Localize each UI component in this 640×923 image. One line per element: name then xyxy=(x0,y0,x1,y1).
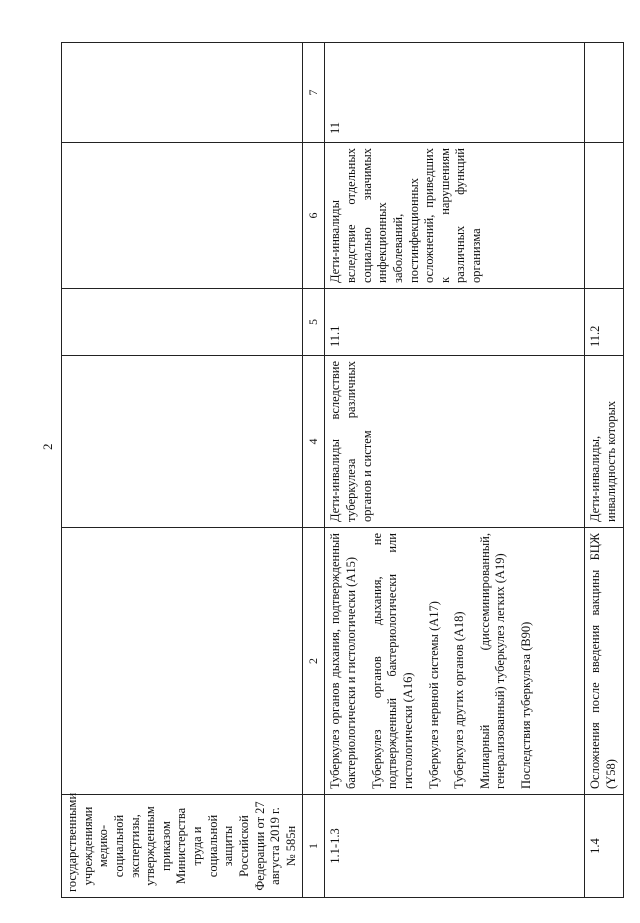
table-top-row xyxy=(62,43,303,898)
header-number: 6 xyxy=(303,143,325,289)
disease-list xyxy=(585,528,623,795)
disease-item: Осложнения после введения вакцины БЦЖ (Y58) xyxy=(588,533,618,789)
row-subcode: 11.1 xyxy=(325,289,585,356)
top-row-col5 xyxy=(62,143,303,289)
header-number: 7 xyxy=(303,43,325,143)
header-number-row xyxy=(303,43,325,898)
row-category: Дети-инвалиды вследствие туберкулеза различных органов и систем xyxy=(325,356,585,528)
row-group-code: 11 xyxy=(325,43,585,143)
row-group-code xyxy=(585,43,623,143)
table-row xyxy=(585,43,623,898)
disease-item: Последствия туберкулеза (В90) xyxy=(519,621,533,789)
page-number: 2 xyxy=(40,443,55,450)
row-group-description xyxy=(585,143,623,289)
row-subcode: 11.2 xyxy=(585,289,623,356)
disease-item: Туберкулез органов дыхания, подтвержденный бактериологически и гистологически (А15) xyxy=(328,533,358,789)
header-number: 5 xyxy=(303,289,325,356)
classification-table xyxy=(61,42,624,898)
header-number: 1 xyxy=(303,795,325,898)
row-code: 1.4 xyxy=(585,795,623,898)
disease-item: Туберкулез органов дыхания, не подтвержденный бактериологически или гистологически (А16) xyxy=(369,533,415,789)
row-category: Дети-инвалиды, инвалидность которых xyxy=(585,356,623,528)
table-row xyxy=(325,43,585,898)
disease-list xyxy=(325,528,585,795)
top-row-col6 xyxy=(62,43,303,143)
row-code: 1.1-1.3 xyxy=(325,795,585,898)
top-row-col3 xyxy=(62,356,303,528)
disease-item: Туберкулез других органов (А18) xyxy=(452,611,467,789)
disease-item: Милиарный (диссеминированный, генерализованный) туберкулез легких (А19) xyxy=(477,533,508,789)
header-number: 4 xyxy=(303,356,325,528)
row-group-description: Дети-инвалиды вследствие отдельных социально значимых инфекционных заболеваний, постинфекционных осложнений, приведших к нарушениям различных функций организма xyxy=(325,143,585,289)
top-row-col1: государственными учреждениями медико-социальной экспертизы, утвержденным приказом Министерства труда и социальной защиты Российской Федерации от 27 августа 2019 г. № 585н xyxy=(62,795,303,898)
header-number: 2 xyxy=(303,528,325,795)
top-row-col2 xyxy=(62,528,303,795)
rotated-table-container xyxy=(61,43,618,898)
disease-item: Туберкулез нервной системы (А17) xyxy=(426,601,441,789)
top-row-col4 xyxy=(62,289,303,356)
